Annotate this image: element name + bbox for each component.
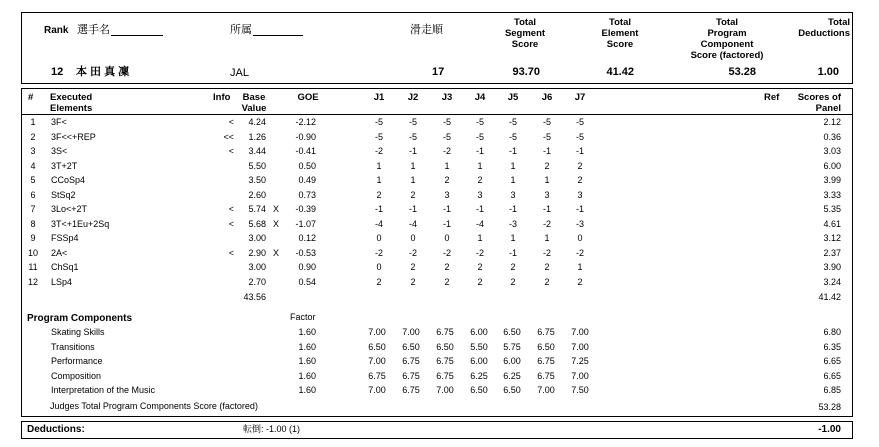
element-panel-score: 0.36: [823, 131, 841, 142]
element-goe: -0.90: [295, 131, 316, 142]
element-judge-5: 2: [510, 276, 516, 287]
pcs-label-3: Component: [700, 39, 754, 50]
component-judge-4: 6.00: [470, 356, 488, 366]
element-number: 4: [30, 160, 36, 171]
header-divider: [21, 114, 853, 115]
element-number: 10: [27, 247, 38, 258]
element-info: <: [228, 218, 234, 229]
element-judge-4: 3: [477, 189, 483, 200]
col-element-header: [50, 92, 92, 114]
element-judge-4: -1: [475, 146, 484, 156]
element-judge-6: 1: [544, 233, 550, 243]
element-judge-7: 2: [577, 160, 583, 171]
component-judge-7: 7.00: [571, 341, 589, 352]
component-factor: 1.60: [298, 327, 316, 337]
component-judge-5: 5.75: [503, 341, 521, 352]
element-judge-1: 1: [376, 160, 382, 171]
col-ref-header: Ref: [764, 92, 780, 103]
pcs-label-1: Total: [716, 17, 738, 28]
element-judge-4: -5: [475, 117, 484, 127]
element-goe: -2.12: [295, 117, 316, 127]
element-goe: 0.54: [298, 276, 316, 287]
col-goe-header: GOE: [297, 92, 319, 103]
element-info: <: [228, 146, 234, 156]
element-goe: -0.39: [295, 204, 316, 214]
element-judge-1: -5: [374, 131, 383, 142]
component-judge-1: 7.00: [368, 356, 386, 366]
ded-label-2: Deductions: [798, 28, 850, 39]
element-judge-1: 1: [376, 175, 382, 185]
element-number: 2: [30, 131, 36, 142]
element-judge-5: -1: [508, 247, 517, 258]
component-judge-7: 7.00: [571, 327, 589, 337]
col-judge-header-1: J1: [373, 92, 385, 103]
component-factor: 1.60: [298, 385, 316, 395]
club-label: [230, 25, 303, 36]
element-judge-5: 2: [510, 262, 516, 272]
component-judge-7: 7.50: [571, 385, 589, 395]
components-header: Program Components: [27, 313, 133, 324]
element-judge-4: -2: [475, 247, 484, 258]
component-judge-6: 6.75: [537, 370, 555, 381]
element-judge-2: -5: [408, 117, 417, 127]
element-judge-3: 2: [444, 276, 450, 287]
element-panel-score: 5.35: [823, 204, 841, 214]
element-name: CCoSp4: [51, 175, 86, 185]
element-name: 3T+2T: [51, 160, 78, 171]
element-base-value: 3.44: [248, 146, 266, 156]
element-judge-5: 1: [510, 175, 516, 185]
component-judge-4: 6.50: [470, 385, 488, 395]
element-judge-6: -2: [542, 218, 551, 229]
element-goe: 0.73: [298, 189, 316, 200]
element-name: ChSq1: [51, 262, 79, 272]
element-panel-score: 2.12: [823, 117, 841, 127]
component-judge-3: 6.75: [436, 356, 454, 366]
element-judge-3: -1: [442, 218, 451, 229]
element-judge-7: -5: [575, 117, 584, 127]
element-number: 5: [30, 175, 36, 185]
element-goe: -0.53: [295, 247, 316, 258]
element-goe: -0.41: [295, 146, 316, 156]
element-base-value: 3.50: [248, 175, 266, 185]
element-panel-score: 3.24: [823, 276, 841, 287]
element-judge-7: -1: [575, 146, 584, 156]
factor-header: Factor: [290, 312, 316, 322]
element-number: 6: [30, 189, 36, 200]
element-judge-2: -1: [408, 204, 417, 214]
element-judge-2: 2: [410, 276, 416, 287]
ded-label-1: Total: [828, 17, 850, 28]
component-judge-2: 7.00: [402, 327, 420, 337]
tss-label-3: Score: [511, 39, 539, 50]
element-judge-7: 2: [577, 276, 583, 287]
col-base-header-2: Value: [241, 103, 267, 114]
element-judge-4: -4: [475, 218, 484, 229]
element-info: <: [228, 247, 234, 258]
element-judge-4: 2: [477, 276, 483, 287]
col-element-header-1: Executed: [50, 92, 93, 103]
element-judge-4: 1: [477, 233, 483, 243]
component-judge-7: 7.00: [571, 370, 589, 381]
element-panel-score: 3.90: [823, 262, 841, 272]
component-name: Transitions: [51, 341, 95, 352]
component-name: Composition: [51, 370, 102, 381]
component-factor: 1.60: [298, 356, 316, 366]
component-judge-2: 6.75: [402, 385, 420, 395]
element-panel-score: 3.12: [823, 233, 841, 243]
component-name: Performance: [51, 356, 103, 366]
col-judge-header-3: J3: [441, 92, 453, 103]
component-judge-5: 6.50: [503, 327, 521, 337]
element-number: 9: [30, 233, 36, 243]
element-judge-6: 3: [544, 189, 550, 200]
component-judge-6: 7.00: [537, 385, 555, 395]
element-goe: 0.90: [298, 262, 316, 272]
element-judge-2: 0: [410, 233, 416, 243]
component-name: Interpretation of the Music: [51, 385, 156, 395]
element-judge-7: -2: [575, 247, 584, 258]
col-judge-header-2: J2: [407, 92, 419, 103]
element-info: <: [228, 204, 234, 214]
component-judge-2: 6.50: [402, 341, 420, 352]
component-panel-score: 6.65: [823, 370, 841, 381]
col-num-header: #: [28, 92, 34, 103]
element-judge-1: -2: [374, 146, 383, 156]
col-base-header: [238, 92, 270, 114]
element-info: <<: [223, 131, 234, 142]
element-bonus-x: X: [272, 204, 279, 214]
col-judge-header-7: J7: [574, 92, 586, 103]
element-number: 3: [30, 146, 36, 156]
element-judge-2: 1: [410, 175, 416, 185]
col-judge-header-5: J5: [507, 92, 519, 103]
element-judge-7: 3: [577, 189, 583, 200]
element-panel-score: 4.61: [823, 218, 841, 229]
component-judge-5: 6.00: [503, 356, 521, 366]
element-base-value: 3.00: [248, 233, 266, 243]
element-judge-5: 1: [510, 160, 516, 171]
element-name: LSp4: [51, 276, 73, 287]
component-judge-7: 7.25: [571, 356, 589, 366]
tss-label: [490, 17, 560, 50]
pcs-value: 53.28: [728, 66, 756, 78]
element-judge-4: -1: [475, 204, 484, 214]
component-judge-1: 7.00: [368, 385, 386, 395]
element-judge-5: -1: [508, 204, 517, 214]
col-panel-header-2: Panel: [815, 103, 841, 114]
pcs-label: [672, 17, 782, 61]
pcs-label-2: Program: [707, 28, 747, 39]
element-judge-3: 2: [444, 175, 450, 185]
element-judge-5: -1: [508, 146, 517, 156]
element-number: 8: [30, 218, 36, 229]
element-judge-4: -5: [475, 131, 484, 142]
col-panel-header: [786, 92, 841, 114]
element-judge-1: -4: [374, 218, 383, 229]
element-judge-1: -2: [374, 247, 383, 258]
tes-label-1: Total: [609, 17, 631, 28]
club-underline: [253, 25, 303, 36]
element-judge-4: 2: [477, 262, 483, 272]
element-judge-6: -1: [542, 204, 551, 214]
element-base-value: 2.70: [248, 276, 266, 287]
tss-label-1: Total: [514, 17, 536, 28]
element-judge-3: -2: [442, 247, 451, 258]
element-number: 12: [27, 276, 38, 287]
element-judge-7: -3: [575, 218, 584, 229]
order-value: 17: [432, 66, 445, 78]
element-base-value: 5.74: [248, 204, 266, 214]
ded-value: 1.00: [817, 66, 839, 78]
component-judge-4: 6.25: [470, 370, 488, 381]
element-number: 1: [30, 117, 36, 127]
name-label-text: 選手名: [77, 24, 110, 36]
element-judge-2: 1: [410, 160, 416, 171]
element-base-value: 2.90: [248, 247, 266, 258]
element-base-value: 5.50: [248, 160, 266, 171]
element-base-value: 1.26: [248, 131, 266, 142]
element-name: StSq2: [51, 189, 76, 200]
component-panel-score: 6.35: [823, 341, 841, 352]
element-number: 7: [30, 204, 36, 214]
component-judge-1: 6.75: [368, 370, 386, 381]
element-judge-2: -1: [408, 146, 417, 156]
component-panel-score: 6.85: [823, 385, 841, 395]
order-label: 滑走順: [410, 24, 443, 36]
component-judge-5: 6.50: [503, 385, 521, 395]
tes-label-3: Score: [606, 39, 634, 50]
element-judge-1: 0: [376, 233, 382, 243]
element-judge-3: -5: [442, 117, 451, 127]
element-judge-1: 2: [376, 189, 382, 200]
element-name: 3Lo<+2T: [51, 204, 88, 214]
element-judge-2: -4: [408, 218, 417, 229]
components-total: 53.28: [818, 402, 841, 412]
deductions-box: [21, 421, 853, 439]
element-judge-3: -1: [442, 204, 451, 214]
tes-value: 41.42: [606, 66, 634, 78]
element-judge-7: 2: [577, 175, 583, 185]
element-panel-score: 3.33: [823, 189, 841, 200]
component-judge-3: 7.00: [436, 385, 454, 395]
component-judge-3: 6.50: [436, 341, 454, 352]
element-judge-4: 2: [477, 175, 483, 185]
element-judge-1: -1: [374, 204, 383, 214]
ded-label: [780, 17, 850, 39]
element-judge-1: 0: [376, 262, 382, 272]
component-judge-6: 6.75: [537, 327, 555, 337]
tss-label-2: Segment: [504, 28, 546, 39]
col-base-header-1: Base: [242, 92, 266, 103]
component-panel-score: 6.80: [823, 327, 841, 337]
col-element-header-2: Elements: [50, 103, 93, 114]
element-name: 2A<: [51, 247, 68, 258]
element-name: FSSp4: [51, 233, 79, 243]
components-total-label: Judges Total Program Components Score (factored): [50, 401, 258, 411]
element-panel-score: 3.99: [823, 175, 841, 185]
element-judge-7: 1: [577, 262, 583, 272]
component-judge-2: 6.75: [402, 356, 420, 366]
element-judge-3: -2: [442, 146, 451, 156]
element-name: 3S<: [51, 146, 68, 156]
element-judge-6: 2: [544, 160, 550, 171]
element-judge-2: -5: [408, 131, 417, 142]
element-judge-3: 0: [444, 233, 450, 243]
element-judge-1: 2: [376, 276, 382, 287]
component-panel-score: 6.65: [823, 356, 841, 366]
element-goe: -1.07: [295, 218, 316, 229]
elements-total-base: 43.56: [243, 292, 266, 302]
element-judge-7: 0: [577, 233, 583, 243]
element-judge-3: -5: [442, 131, 451, 142]
col-info-header: Info: [213, 92, 231, 103]
element-judge-6: -5: [542, 131, 551, 142]
element-base-value: 3.00: [248, 262, 266, 272]
element-judge-6: 1: [544, 175, 550, 185]
col-panel-header-1: Scores of: [797, 92, 841, 103]
element-judge-3: 2: [444, 262, 450, 272]
component-judge-3: 6.75: [436, 327, 454, 337]
element-judge-2: -2: [408, 247, 417, 258]
element-judge-5: 1: [510, 233, 516, 243]
name-label: [77, 25, 163, 36]
element-judge-1: -5: [374, 117, 383, 127]
club-label-text: 所属: [230, 24, 252, 36]
element-info: <: [228, 117, 234, 127]
pcs-label-4: Score (factored): [690, 50, 764, 61]
element-name: 3F<<+REP: [51, 131, 96, 142]
component-judge-1: 7.00: [368, 327, 386, 337]
element-panel-score: 3.03: [823, 146, 841, 156]
element-judge-5: -5: [508, 117, 517, 127]
element-goe: 0.49: [298, 175, 316, 185]
element-goe: 0.12: [298, 233, 316, 243]
element-judge-3: 3: [444, 189, 450, 200]
deductions-detail: 転倒: -1.00 (1): [243, 424, 301, 434]
element-judge-7: -5: [575, 131, 584, 142]
element-judge-7: -1: [575, 204, 584, 214]
component-name: Skating Skills: [51, 327, 105, 337]
col-judge-header-4: J4: [474, 92, 486, 103]
element-judge-2: 2: [410, 189, 416, 200]
element-bonus-x: X: [272, 218, 279, 229]
element-judge-6: 2: [544, 276, 550, 287]
rank-label: Rank: [44, 25, 69, 36]
element-base-value: 5.68: [248, 218, 266, 229]
element-judge-2: 2: [410, 262, 416, 272]
element-judge-4: 1: [477, 160, 483, 171]
element-panel-score: 2.37: [823, 247, 841, 258]
element-goe: 0.50: [298, 160, 316, 171]
element-base-value: 4.24: [248, 117, 266, 127]
component-judge-4: 6.00: [470, 327, 488, 337]
element-judge-6: 2: [544, 262, 550, 272]
deductions-total: -1.00: [818, 424, 841, 435]
component-factor: 1.60: [298, 341, 316, 352]
element-name: 3F<: [51, 117, 67, 127]
element-judge-6: -5: [542, 117, 551, 127]
club-value: JAL: [230, 67, 249, 79]
element-panel-score: 6.00: [823, 160, 841, 171]
element-number: 11: [28, 262, 38, 272]
element-base-value: 2.60: [248, 189, 266, 200]
name-underline: [111, 25, 163, 36]
tss-value: 93.70: [512, 66, 540, 78]
element-judge-6: -1: [542, 146, 551, 156]
component-judge-1: 6.50: [368, 341, 386, 352]
element-judge-5: 3: [510, 189, 516, 200]
component-judge-4: 5.50: [470, 341, 488, 352]
element-bonus-x: X: [272, 247, 279, 258]
deductions-label: Deductions:: [27, 424, 85, 435]
col-judge-header-6: J6: [541, 92, 553, 103]
elements-total-panel: 41.42: [818, 292, 841, 302]
component-judge-2: 6.75: [402, 370, 420, 381]
component-judge-6: 6.50: [537, 341, 555, 352]
skater-name: 本 田 真 凜: [76, 66, 130, 78]
component-judge-5: 6.25: [503, 370, 521, 381]
component-factor: 1.60: [298, 370, 316, 381]
element-name: 3T<+1Eu+2Sq: [51, 218, 110, 229]
element-judge-5: -3: [508, 218, 517, 229]
component-judge-3: 6.75: [436, 370, 454, 381]
tes-label: [585, 17, 655, 50]
rank-value: 12: [51, 66, 64, 78]
component-judge-6: 6.75: [537, 356, 555, 366]
tes-label-2: Element: [601, 28, 639, 39]
element-judge-3: 1: [444, 160, 450, 171]
element-judge-6: -2: [542, 247, 551, 258]
element-judge-5: -5: [508, 131, 517, 142]
